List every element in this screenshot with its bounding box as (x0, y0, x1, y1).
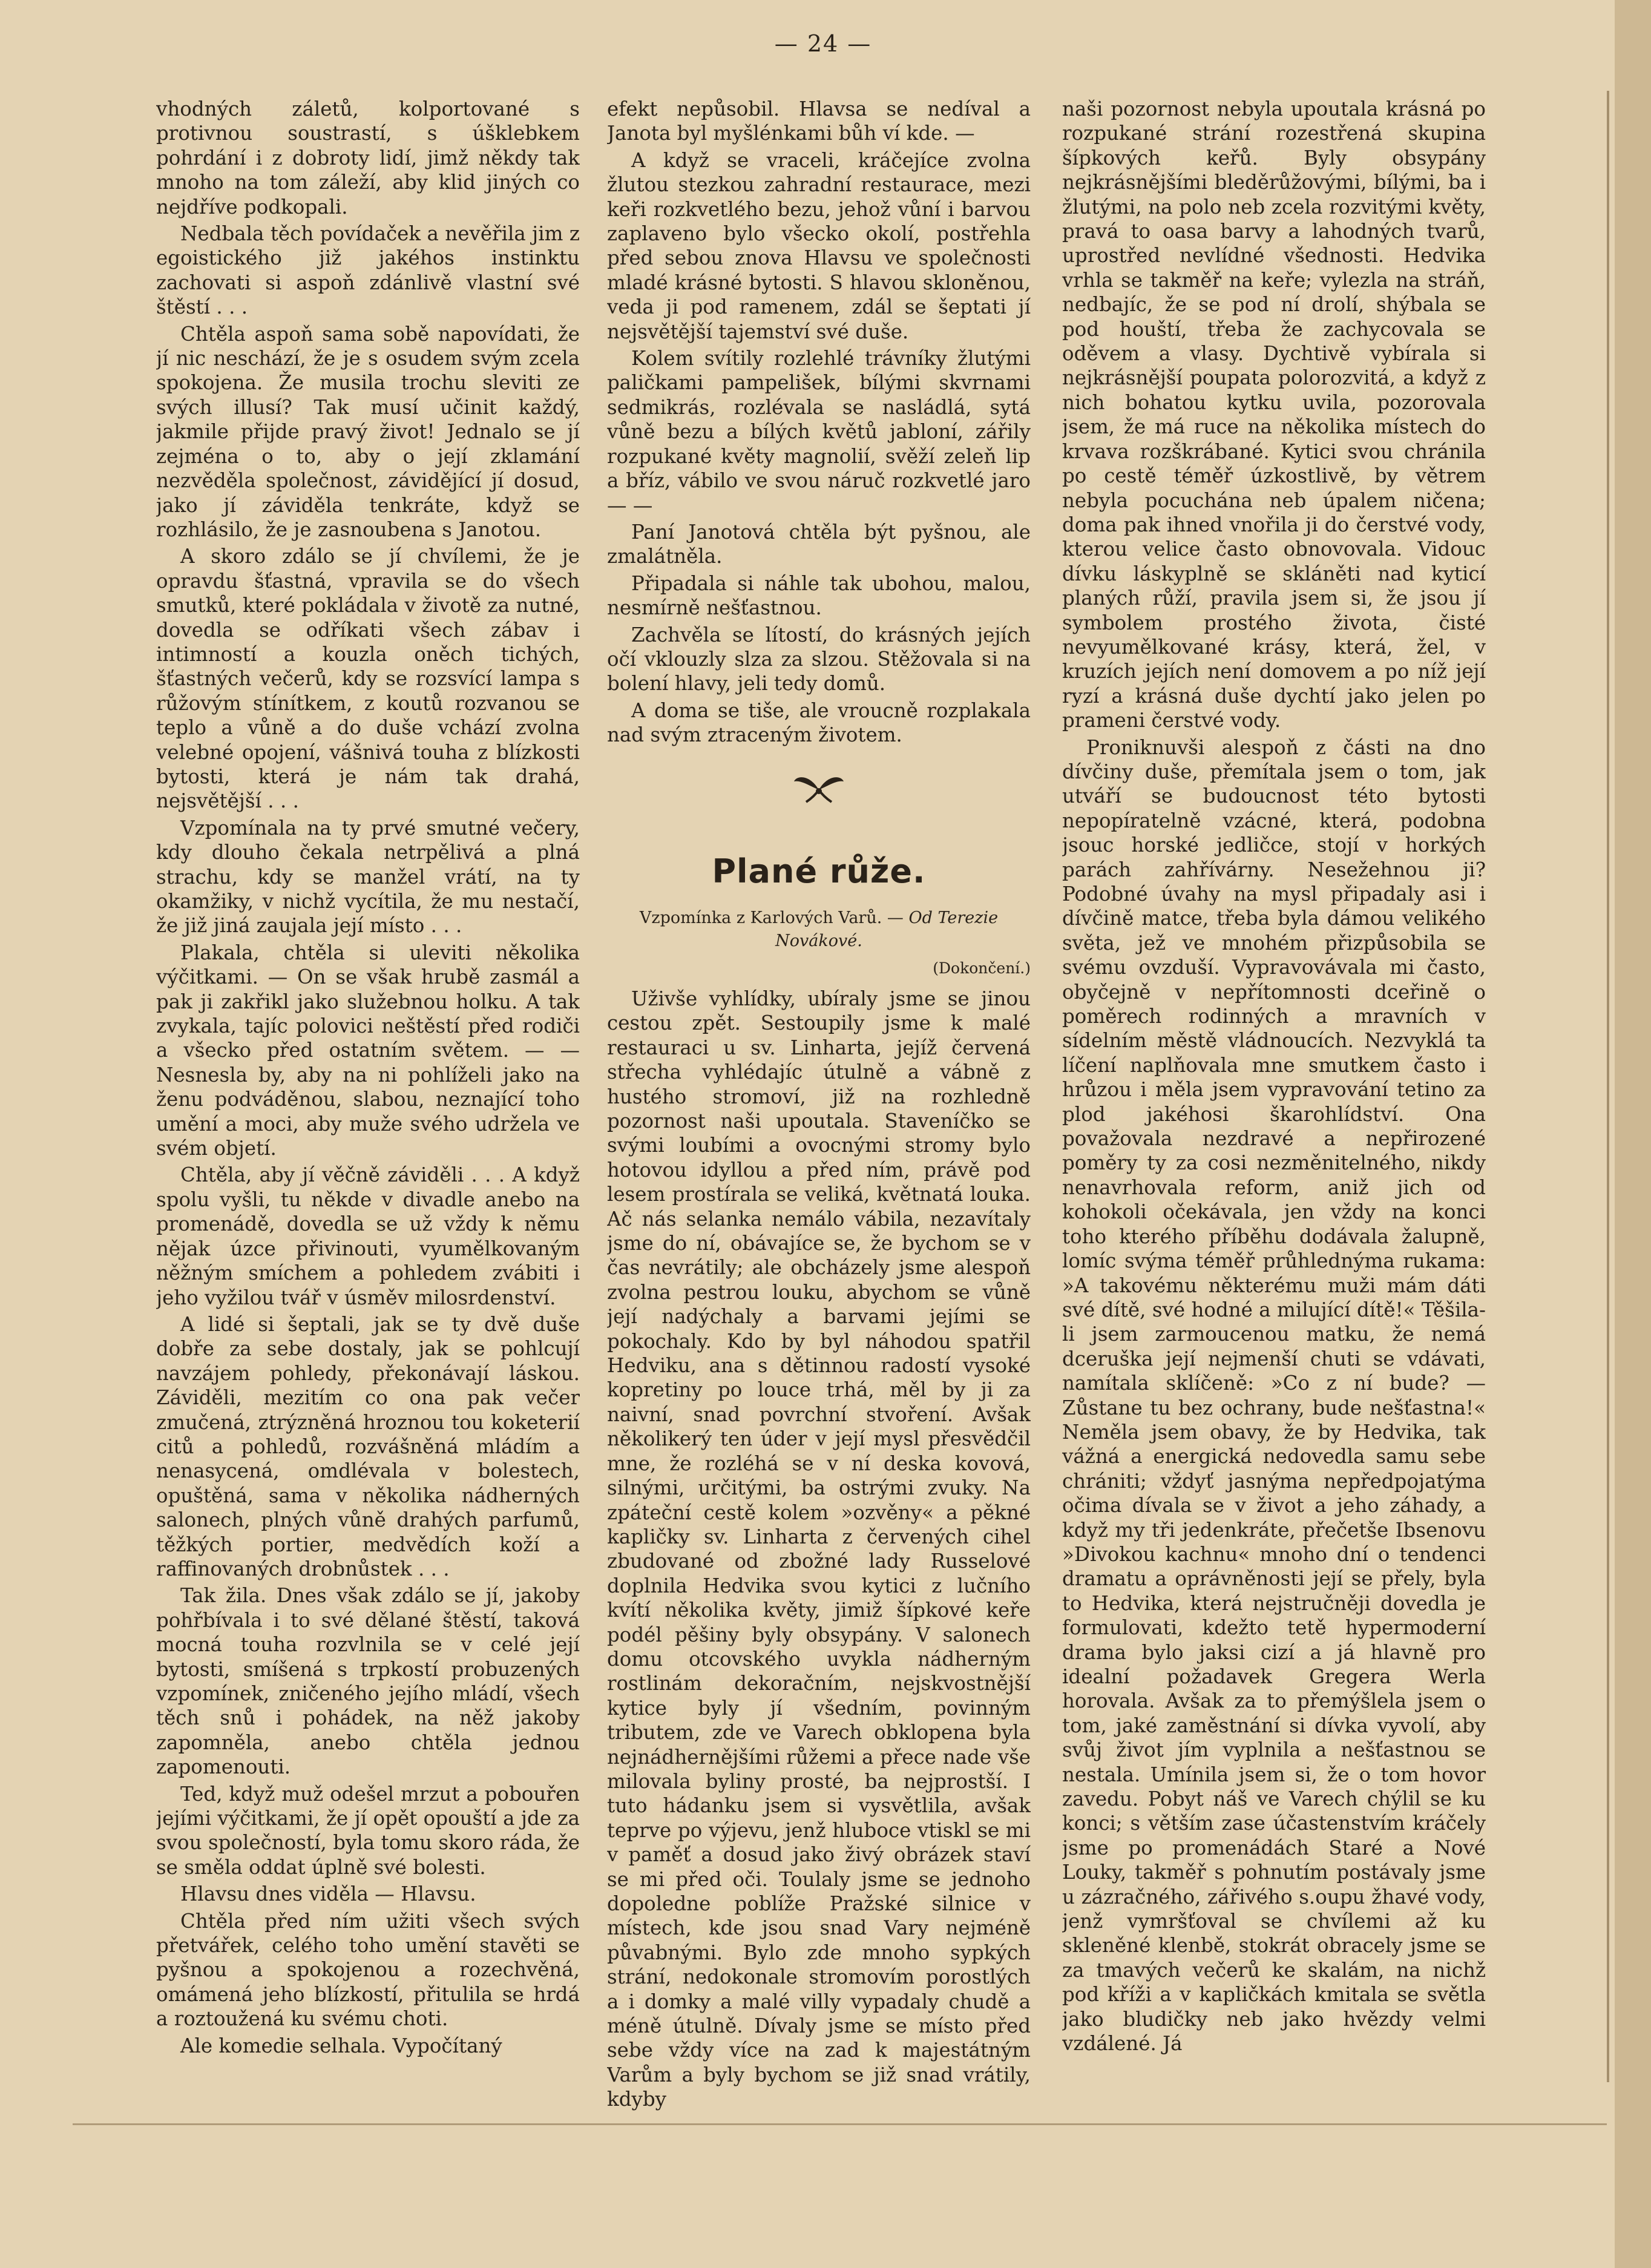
paragraph: Hlavsu dnes viděla — Hlavsu. (180, 1882, 476, 1906)
column-middle (607, 97, 1031, 2112)
article-title: Plané růže. (712, 852, 926, 890)
byline-text: Vzpomínka z Karlových Varů. — (639, 908, 904, 927)
paragraph: Zachvěla se lítostí, do krásných jejích očí vklouzly slza za slzou. Stěžovala si na bolení hlavy, jeli tedy domů. (607, 623, 1031, 695)
column-rule-right (1607, 91, 1609, 2082)
paragraph: Ted, když muž odešel mrzut a pobouřen jejími výčitkami, že jí opět opouští a jde za svou společností, byla tomu skoro ráda, že se směla oddat úplně své bolesti. (156, 1782, 580, 1879)
article-byline (607, 907, 1031, 953)
paragraph: naši pozornost nebyla upoutala krásná po rozpukané strání rozestřená skupina šípkových keřů. Byly obsypány nejkrásnějšími bleděrůžovými, bílými, ba i žlutými, na polo neb zcela rozvitými květy, pravá to oasa barvy a lahodných tvarů, uprostřed nevlídné všednosti. Hedvika vrhla se takměř na keře; vylezla na stráň, nedbajíc, že se pod ní drolí, shýbala se pod houští, třeba že zachycovala se oděvem a vlasy. Dychtivě vybírala si nejkrásnější poupata polorozvitá, a když z nich bohatou kytku uvila, pozorovala jsem, že má ruce na několika místech do krvava rozškrábané. Kytici svou chránila po cestě téměř úzkostlivě, by větrem nebyla pocuchána neb úpalem ničena; doma pak ihned vnořila ji do čerstvé vody, kterou velice často obnovovala. Vidouc dívku láskyplně se skláněti nad kyticí planých růží, pravila jsem si, že jsou jí symbolem prostého života, čisté nevyumělkované krásy, která, žel, v kruzích jejích není domovem a po níž její ryzí a krásná duše dychtí jako jelen po prameni čerstvé vody. (1062, 97, 1486, 732)
paragraph: A doma se tiše, ale vroucně rozplakala nad svým ztraceným životem. (607, 698, 1031, 747)
column-left (156, 97, 580, 2112)
paragraph: A skoro zdálo se jí chvílemi, že je opravdu šťastná, vpravila se do všech smutků, které pokládala v životě za nutné, dovedla se odříkati všech zábav i intimností a kouzla oněch tichých, šťastných večerů, kdy se rozsvící lampa s růžovým stínítkem, z koutů rozvanou se teplo a vůně a do duše vchází zvolna velebné opojení, vášnivá touha z blízkosti bytosti, která je nám tak drahá, nejsvětější . . . (156, 545, 580, 813)
article-author: Od Terezie Novákové. (775, 908, 999, 950)
paragraph: Plakala, chtěla si uleviti několika výčitkami. — On se však hrubě zasmál a pak ji zakřikl jako služebnou holku. A tak zvykala, tajíc polovici neštěstí před rodiči a všecko před ostatním světem. — — Nesnesla by, aby na ni pohlíželi jako na ženu podváděnou, slabou, neznající toho umění a moci, aby muže svého udržela ve svém objetí. (156, 941, 580, 1160)
continuation-note: (Dokončení.) (933, 959, 1031, 977)
leaf-ornament-icon (607, 772, 1031, 811)
paragraph: A když se vraceli, kráčejíce zvolna žlutou stezkou zahradní restaurace, mezi keři rozkvetlého bezu, jehož vůní i barvou zaplaveno bylo všecko okolí, postřehla před sebou znova Hlavsu ve společnosti mladé krásné bytosti. S hlavou skloněnou, veda ji pod ramenem, zdál se šeptati jí nejsvětější tajemství své duše. (607, 148, 1031, 343)
paragraph: Chtěla před ním užiti všech svých přetvářek, celého toho umění stavěti se pyšnou a spokojenou a rozechvěná, omámená jeho blízkostí, přitulila se hrdá a roztoužená ku svému choti. (156, 1909, 580, 2031)
paragraph: Proniknuvši alespoň z části na dno dívčiny duše, přemítala jsem o tom, jak utváří se budoucnost této bytosti nepopíratelně vzácné, která, podobna jsouc horské jedličce, stojí v horkých parách zahřívárny. Nesežehnou ji? Podobné úvahy na mysl připadaly asi i dívčině matce, třeba byla dámou velikého světa, jež ve mnohém přizpůsobila se svému ovzduší. Vypravovávala mi často, obyčejně v nepřítomnosti dceřině o poměrech rodinných a mravních v sídelním městě vládnoucích. Nezvyklá ta líčení naplňovala mne smutkem často i hrůzou i měla jsem vypravování tetino za plod jakéhosi škarohlídství. Ona považovala nezdravé a nepřirozené poměry ty za cosi nezměnitelného, nikdy nenavrhovala reform, aniž jich od kohokoli očekávala, jen vždy na konci toho kterého příběhu dodávala žalupně, lomíc svýma téměř průhlednýma rukama: »A takovému některému muži mám dáti své dítě, své hodné a milující dítě!« Těšila-li jsem zarmoucenou matku, že nemá dceruška její nejmenší chuti se vdávati, namítala sklíčeně: »Co z ní bude? — Zůstane tu bez ochrany, bude nešťastna!« Neměla jsem obavy, že by Hedvika, tak vážná a energická nedovedla samu sebe chrániti; vždyť jasnýma nepředpojatýma očima dívala se v život a jeho záhady, a když my tři jedenkráte, přečetše Ibsenovu »Divokou kachnu« mnoho dní o tendenci dramatu a oprávněnosti její se přely, byla to Hedvika, která nejstručněji dovedla je formulovati, kdežto tetě hypermoderní drama bylo jaksi cizí a já hlavně pro idealní požadavek Gregera Werla horovala. Avšak za to přemýšlela jsem o tom, jaké zaměstnání si dívka vyvolí, aby svůj život jím vyplnila a nešťastnou se nestala. Umínila jsem si, že o tom hovor zavedu. Pobyt náš ve Varech chýlil se ku konci; s větším zase účastenstvím kráčely jsme po promenádách Staré a Nové Louky, takměř s pohnutím postávaly jsme u zázračného, zářivého s.oupu žhavé vody, jenž vymršťoval se chvílemi až ku skleněné klenbě, stokrát obracely jsme se za tmavých večerů ke skalám, na nichž pod kříži a v kapličkách kmitala se světla jako bludičky neb jako hvězdy velmi vzdálené. Já (1062, 735, 1486, 2056)
page-edge (1615, 0, 1651, 2268)
paragraph: A lidé si šeptali, jak se ty dvě duše dobře za sebe dostaly, jak se pohlcují navzájem pohledy, překonávají láskou. Záviděli, mezitím co ona pak večer zmučená, ztrýzněná hroznou tou koketerií citů a pohledů, rozvášněná mládím a nenasycená, omdlévala v bolestech, opuštěná, sama v několika nádherných salonech, plných vůně drahých parfumů, těžkých portier, medvědích koží a raffinovaných drobnůstek . . . (156, 1312, 580, 1580)
paragraph: Chtěla aspoň sama sobě napovídati, že jí nic neschází, že je s osudem svým zcela spokojena. Že musila trochu sleviti ze svých illusí? Tak musí učinit každý, jakmile přijde pravý život! Jednalo se jí zejména o to, aby o její zklamání nezvěděla společnost, závidějící jí dosud, jako jí záviděla tenkráte, když se rozhlásilo, že je zasnoubena s Janotou. (156, 322, 580, 541)
page-number: — 24 — (774, 30, 872, 57)
paragraph: Tak žila. Dnes však zdálo se jí, jakoby pohřbívala i to své dělané štěstí, taková mocná touha rozvlnila se v celé její bytosti, smíšená s trpkostí probuzených vzpomínek, zničeného jejího mládí, všech těch snů i pohádek, na něž jakoby zapomněla, anebo chtěla jednou zapomenouti. (156, 1584, 580, 1779)
column-right (1062, 97, 1486, 2112)
paragraph: Nedbala těch povídaček a nevěřila jim z egoistického již jakéhos instinktu zachovati si aspoň zdánlivě vlastní své štěstí . . . (156, 222, 580, 319)
paragraph: efekt nepůsobil. Hlavsa se nedíval a Janota byl myšlénkami bůh ví kde. — (607, 97, 1031, 145)
page-bottom-rule (73, 2123, 1607, 2125)
paragraph: vhodných záletů, kolportované s protivnou soustrastí, s úšklebkem pohrdání i z dobroty lidí, jimž někdy tak mnoho na tom záleží, aby klid jiných co nejdříve podkopali. (156, 97, 580, 219)
paragraph: Připadala si náhle tak ubohou, malou, nesmírně nešťastnou. (607, 571, 1031, 620)
paragraph: Vzpomínala na ty prvé smutné večery, kdy dlouho čekala netrpělivá a plná strachu, kdy se manžel vrátí, na ty okamžiky, v nichž vycítila, že mu nestačí, že již jiná zaujala její místo . . . (156, 816, 580, 938)
paragraph: Paní Janotová chtěla být pyšnou, ale zmalátněla. (607, 520, 1031, 568)
paragraph: Kolem svítily rozlehlé trávníky žlutými paličkami pampelišek, bílými skvrnami sedmikrás, rozlévala se nasládlá, sytá vůně bezu a bílých květů jabloní, zářily rozpukané květy magnolií, svěží zeleň lip a bříz, vábilo ve svou náruč rozkvetlé jaro — — (607, 347, 1031, 517)
paragraph: Chtěla, aby jí věčně záviděli . . . A když spolu vyšli, tu někde v divadle anebo na promenádě, dovedla se už vždy k němu nějak úzce přivinouti, vyumělkovaným něžným smíchem a pohledem zvábiti i jeho vyžilou tvář v úsměv milosrdenství. (156, 1163, 580, 1309)
paragraph: Ale komedie selhala. Vypočítaný (180, 2034, 502, 2057)
paragraph: Uživše vyhlídky, ubíraly jsme se jinou cestou zpět. Sestoupily jsme k malé restauraci u sv. Linharta, jejíž červená střecha vyhlédajíc útulně a vábně z hustého stromoví, již na rozhledně pozornost naši upoutala. Staveníčko se svými loubími a ovocnými stromy bylo hotovou idyllou a před ním, právě pod lesem prostírala se veliká, květnatá louka. Ač nás selanka nemálo vábila, nezavítaly jsme do ní, obávajíce se, že bychom se v čas nevrátily; ale obcházely jsme alespoň zvolna pestrou louku, abychom se vůně její nadýchaly a barvami jejími se pokochaly. Kdo by byl náhodou spatřil Hedviku, ana s dětinnou radostí vysoké kopretiny po louce trhá, měl by ji za naivní, snad povrchní stvoření. Avšak několikerý ten úder v její mysl přesvědčil mne, že rozléhá se v ní deska kovová, silnými, určitými, ba ostrými zvuky. Na zpáteční cestě kolem »ozvěny« a pěkné kapličky sv. Linharta z červených cihel zbudované od zbožné lady Russelové doplnila Hedvika svou kytici z lučního kvítí několika květy, jimiž šípkové keře podél pěšiny byly obsypány. V salonech domu otcovského uvykla nádherným rostlinám dekoračním, nejskvostnější kytice byly jí všedním, povinným tributem, zde ve Varech obklopena byla nejnádhernějšími růžemi a přece nade vše milovala byliny prosté, ba nejprostší. I tuto hádanku jsem si vysvětlila, avšak teprve po výjevu, jenž hluboce vtiskl se mi v paměť a dosud jako živý obrázek staví se mi před oči. Toulaly jsme se jednoho dopoledne poblíže Pražské silnice v místech, kde jsou snad Vary nejméně půvabnými. Bylo zde mnoho sypkých strání, nedokonale stromovím porostlých a i domky a malé villy vypadaly chudě a méně útulně. Dívaly jsme se místo před sebe vždy více na zad k majestátným Varům a byly bychom se již snad vrátily, kdyby (607, 987, 1031, 2111)
